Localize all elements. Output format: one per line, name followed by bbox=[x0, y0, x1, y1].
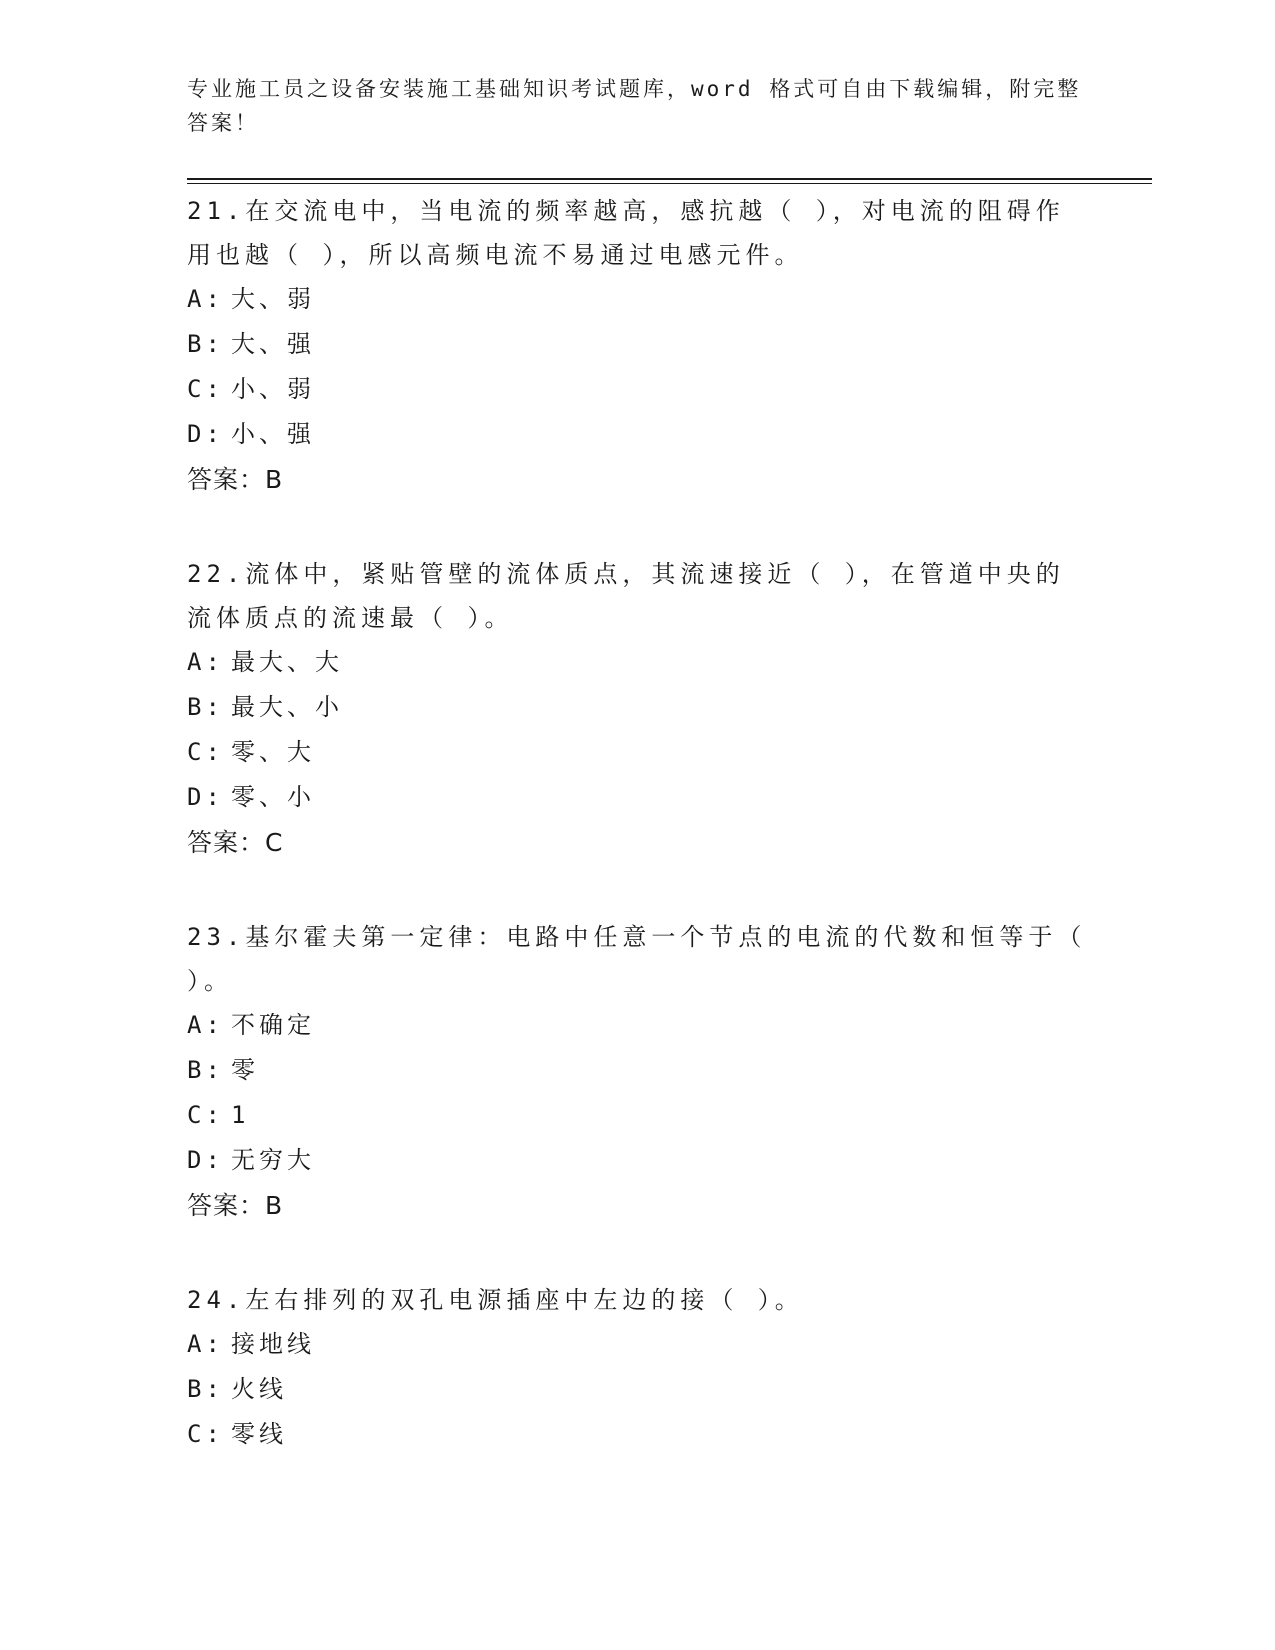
question-stem: 24.左右排列的双孔电源插座中左边的接（ ）。 bbox=[187, 1286, 804, 1314]
option-letter: A: bbox=[187, 285, 224, 313]
option-text: 无穷大 bbox=[231, 1146, 315, 1174]
option-letter: C: bbox=[187, 1101, 224, 1129]
option-text: 大、弱 bbox=[231, 285, 315, 313]
option-text: 大、强 bbox=[231, 330, 315, 358]
answer-line: 答案：B bbox=[187, 1191, 284, 1220]
option-letter: B: bbox=[187, 1375, 224, 1403]
option-letter: B: bbox=[187, 1056, 224, 1084]
option-b bbox=[187, 1048, 1087, 1093]
option-b bbox=[187, 685, 1087, 730]
option-letter: A: bbox=[187, 1011, 224, 1039]
option-d bbox=[187, 775, 1087, 820]
option-text: 不确定 bbox=[231, 1011, 315, 1039]
question-21 bbox=[187, 187, 1087, 502]
question-stem: 21.在交流电中，当电流的频率越高，感抗越（ ），对电流的阻碍作用也越（ ），所以高频电流不易通过电感元件。 bbox=[187, 197, 1065, 269]
option-letter: C: bbox=[187, 738, 224, 766]
option-text: 零、大 bbox=[231, 738, 315, 766]
question-stem: 23.基尔霍夫第一定律：电路中任意一个节点的电流的代数和恒等于（ ）。 bbox=[187, 923, 1087, 995]
option-a bbox=[187, 1003, 1087, 1048]
answer-line: 答案：B bbox=[187, 465, 284, 494]
option-letter: D: bbox=[187, 783, 224, 811]
option-letter: D: bbox=[187, 1146, 224, 1174]
option-a bbox=[187, 277, 1087, 322]
option-c bbox=[187, 1093, 1087, 1138]
option-d bbox=[187, 1138, 1087, 1183]
option-text: 1 bbox=[231, 1101, 250, 1129]
question-24 bbox=[187, 1276, 1087, 1457]
option-text: 小、强 bbox=[231, 420, 315, 448]
option-a bbox=[187, 640, 1087, 685]
option-text: 接地线 bbox=[231, 1330, 315, 1358]
header-divider-thick bbox=[187, 178, 1152, 180]
option-text: 最大、小 bbox=[231, 693, 343, 721]
option-text: 火线 bbox=[231, 1375, 287, 1403]
question-22 bbox=[187, 550, 1087, 865]
question-23 bbox=[187, 913, 1087, 1228]
option-letter: A: bbox=[187, 1330, 224, 1358]
option-b bbox=[187, 1367, 1087, 1412]
option-text: 零线 bbox=[231, 1420, 287, 1448]
option-letter: A: bbox=[187, 648, 224, 676]
header-divider-thin bbox=[187, 183, 1152, 184]
option-letter: B: bbox=[187, 693, 224, 721]
option-text: 小、弱 bbox=[231, 375, 315, 403]
question-stem: 22.流体中，紧贴管壁的流体质点，其流速接近（ ），在管道中央的流体质点的流速最（ ）。 bbox=[187, 560, 1065, 632]
option-a bbox=[187, 1322, 1087, 1367]
option-letter: B: bbox=[187, 330, 224, 358]
option-c bbox=[187, 730, 1087, 775]
option-b bbox=[187, 322, 1087, 367]
question-list bbox=[187, 187, 1087, 1505]
option-c bbox=[187, 1412, 1087, 1457]
document-header: 专业施工员之设备安装施工基础知识考试题库，word 格式可自由下载编辑，附完整答案！ bbox=[187, 77, 1082, 135]
option-d bbox=[187, 412, 1087, 457]
option-text: 最大、大 bbox=[231, 648, 343, 676]
answer-line: 答案：C bbox=[187, 828, 284, 857]
option-c bbox=[187, 367, 1087, 412]
option-letter: C: bbox=[187, 375, 224, 403]
option-text: 零、小 bbox=[231, 783, 315, 811]
option-letter: C: bbox=[187, 1420, 224, 1448]
option-letter: D: bbox=[187, 420, 224, 448]
option-text: 零 bbox=[231, 1056, 259, 1084]
